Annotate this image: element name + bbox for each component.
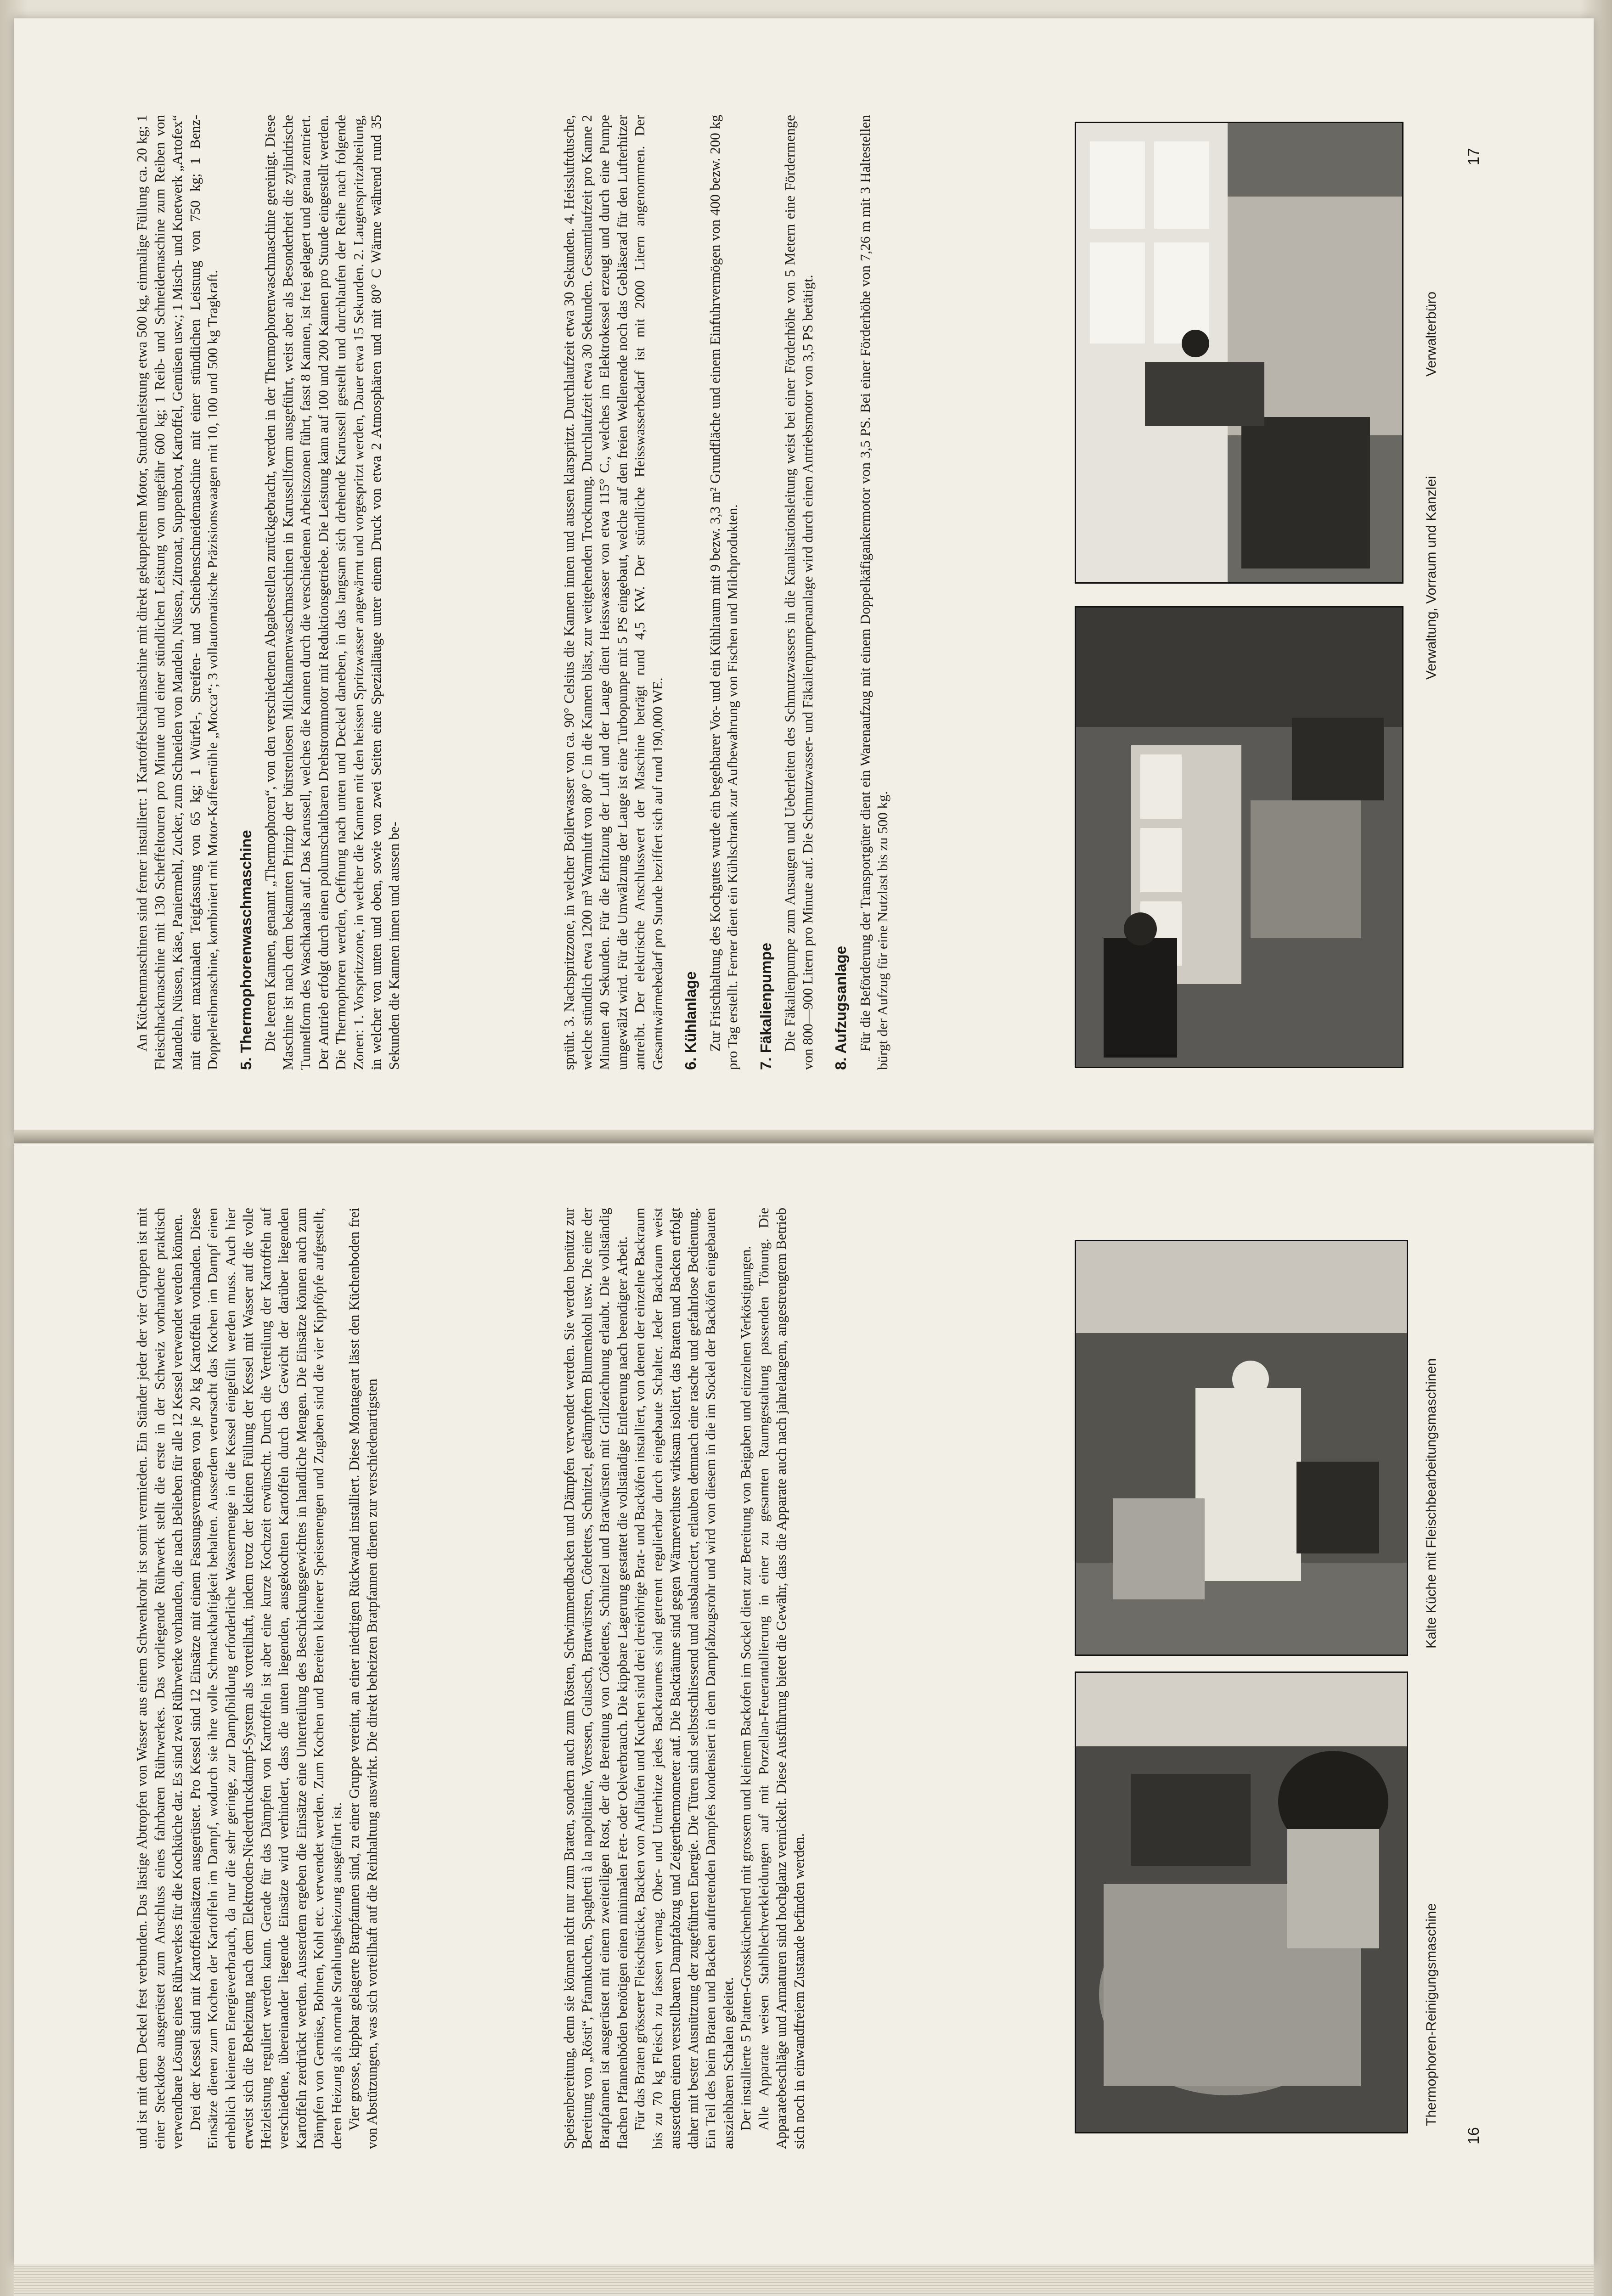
p16-c1-para-2: Drei der Kessel sind mit Kartoffeleinsätzen ausgerüstet. Pro Kessel sind 12 Einsätze mit einem Fassungsvermögen von je 20 kg Kartoffeln vorhanden. Diese Einsätze dienen zum Kochen der Kartoffeln im Dampf, wodurch sie ihre volle Schmackhaftigkeit behalten. Ausserdem verursacht das Kochen im Dampf einen erheblich kleineren Energieverbrauch, da nur die sehr geringe, zur Dampfbildung erforderliche Wassermenge in die Kessel eingefüllt werden muss. Auch hier erweist sich die Beheizung nach dem Elektroden-Niederdruckdampf-System als vorteilhaft, indem trotz der kleinen Füllung der Kessel mit Wasser auf die volle Heizleistung reguliert werden kann. Gerade für das Dämpfen von Kartoffeln ist aber eine kurze Kochzeit erwünscht. Durch die Verteilung der Kartoffeln auf verschiedene, übereinander liegende Einsätze wird verhindert, dass die unten liegenden, ausgekochten Kartoffeln durch das Gewicht der darüber liegenden Kartoffeln zerdrückt werden. Ausserdem ergeben die Einsätze eine Unterteilung des Beschickungsgewichtes in handliche Mengen. Die Einsätze können auch zum Dämpfen von Gemüse, Bohnen, Kohl etc. verwendet werden. Zum Kochen und Bereiten kleinerer Speisemengen und Zugaben sind die vier Kippföpfe aufgestellt, deren Heizung als normale Strahlungsheizung ausgeführt ist.: [186, 1208, 344, 2149]
p17-c2-para-4: Für die Beförderung der Transportgüter dient ein Warenaufzug mit einem Doppelkäfigankermotor von 3,5 PS. Bei einer Förderhöhe von 7,26 m mit 3 Haltestellen bürgt der Aufzug für eine Nutzlast bis zu 500 kg.: [857, 115, 891, 1070]
photo-verwalterbuero: [1075, 122, 1403, 584]
photo-verwaltung: [1075, 606, 1403, 1068]
p17-c2-para-2: Zur Frischhaltung des Kochgutes wurde ein begehbarer Vor- und ein Kühlraum mit 9 bezw. 3,3 m² Grundfläche und einem Einfuhrvermögen von 400 bezw. 200 kg pro Tag erstellt. Ferner dient ein Kühlschrank zur Aufbewahrung von Fischen und Milchprodukten.: [706, 115, 740, 1070]
folio-right: 17: [1465, 148, 1482, 165]
p16-c2-para-4: Alle Apparate weisen Stahlblechverkleidungen auf mit Porzellan-Feuerantallierung in einer zu gesamten Raumgestaltung passenden Tönung. Die Apparatebeschläge und Armaturen sind hochglanz vernickelt. Diese Ausführung bietet die Gewähr, dass die Apparate auch nach jahrelangem, angestrengtem Betrieb sich noch in einwandfreiem Zustande befinden werden.: [755, 1208, 807, 2149]
page16-column-1: [133, 1208, 547, 2149]
photo-kalte-kueche: [1075, 1240, 1408, 1656]
photo-thermophoren-image: [1076, 1673, 1407, 2132]
p17-c2-para-1: sprüht. 3. Nachspritzzone, in welcher Boilerwasser von ca. 90° Celsius die Kannen innen und aussen klarspritzt. Durchlaufzeit etwa 30 Sekunden. 4. Heissluftdusche, welche stündlich etwa 1200 m³ Warmluft von 80° C in die Kannen bläst, zur weitgehenden Trocknung. Durchlaufzeit etwa 30 Sekunden. Gesamtlaufzeit pro Kanne 2 Minuten 40 Sekunden. Für die Erhitzung der Luft und der Lauge dient Heisswasser von etwa 115° C., welches im Elektrokessel erzeugt und durch eine Pumpe umgewälzt wird. Für die Umwälzung der Lauge ist eine Turbopumpe mit 5 PS eingebaut, welche auf den freien Wellenende noch das Gebläserad für den Lufterhitzer antreibt. Der elektrische Anschlusswert der Maschine beträgt rund 4,5 KW. Der stündliche Heisswasserbedarf ist mit 2000 Litern angenommen. Der Gesamtwärmebedarf pro Stunde beziffert sich auf rund 190,000 WE.: [561, 115, 665, 1070]
photo-verwaltung-image: [1076, 608, 1402, 1067]
heading-aufzugsanlage: 8. Aufzugsanlage: [832, 945, 849, 1070]
p16-c2-para-3: Der installierte 5 Platten-Grossküchenherd mit grossem und kleinem Backofen im Sockel dient zur Bereitung von Beigaben und einzelnen Verköstigungen.: [738, 1246, 754, 2131]
folio-left: 16: [1465, 2127, 1482, 2144]
p16-c2-para-1: Speisenbereitung, denn sie können nicht nur zum Braten, sondern auch zum Rösten, Schwimmendbacken und Dämpfen verwendet werden. Sie werden benützt zur Bereitung von „Rösti“, Pfannkuchen, Spaghetti à la napolitaine, Voressen, Gulasch, Bratwürsten, Côtelettes, Schnitzel, gedämpftem Blumenkohl usw. Die eine der Bratpfannen ist ausgerüstet mit einem zweiteiligen Rost, der die Bereitung von Côtelettes, Schnitzel und Bratwürsten mit Grillzeichnung erlaubt. Die vollständig flachen Pfannenböden benötigen einen minimalen Fett- oder Oelverbrauch. Die kippbare Lagerung gestattet die vollständige Entleerung nach beendigter Arbeit.: [561, 1208, 630, 2149]
p16-c1-para-3: Vier grosse, kippbar gelagerte Bratpfannen sind, zu einer Gruppe vereint, an einer niedrigen Rückwand installiert. Diese Montageart lässt den Küchenboden frei von Abstützungen, was sich vorteilhaft auf die Reinhaltung auswirkt. Die direkt beheizten Bratpfannen dienen zur verschiedenartigsten: [346, 1208, 380, 2149]
page-edges: [14, 2264, 1594, 2296]
page17-column-2: [560, 115, 974, 1070]
photo-kalte-kueche-image: [1076, 1241, 1407, 1654]
p17-c2-para-3: Die Fäkalienpumpe zum Ansaugen und Ueberleiten des Schmutzwassers in die Kanalisationsleitung weist bei einer Förderhöhe von 5 Metern eine Fördermenge von 800—900 Litern pro Minute auf. Die Schmutzwasser- und Fäkalienpumpenanlage wird durch einen Antriebsmotor von 3,5 PS betätigt.: [782, 115, 816, 1070]
photo-verwalterbuero-image: [1076, 123, 1402, 582]
caption-kalte-kueche: Kalte Küche mit Fleischbearbeitungsmaschinen: [1424, 1358, 1439, 1649]
caption-verwalterbuero: Verwalterbüro: [1424, 291, 1439, 377]
caption-verwaltung: Verwaltung, Vorraum und Kanzlei: [1424, 476, 1439, 680]
p17-c1-para-2: Die leeren Kannen, genannt „Thermophoren“, von den verschiedenen Abgabestellen zurückgebracht, werden in der Thermophorenwaschmaschine gereinigt. Diese Maschine ist nach dem bekannten Prinzip der bürstenlosen Milchkannenwaschmaschinen in Karussellform ausgeführt, weist aber als Besonderheit die zylindrische Tunnelform des Waschkanals auf. Das Karussell, welches die Kannen durch die verschiedenen Arbeitszonen führt, fasst 8 Kannen, ist frei gelagert und genau zentriert. Der Antrieb erfolgt durch einen polumschaltbaren Drehstrommotor mit Reduktionsgetriebe. Die Leistung kann auf 100 und 200 Kannen pro Stunde eingestellt werden. Die Thermophoren werden, Oeffnung nach unten und Deckel daneben, in das langsam sich drehende Karussell gestellt und durchlaufen der Reihe nach folgende Zonen: 1. Vorspritzzone, in welcher die Kannen mit den heissen Spritzwasser angewärmt und vorgespritzt werden, Dauer etwa 15 Sekunden. 2. Laugenspritzabteilung, in welcher von unten und oben, sowie von zwei Seiten eine Spezialläuge unter einem Druck von etwa 2 Atmosphären und mit 80° C Wärme während rund 35 Sekunden die Kannen innen und aussen be-: [262, 115, 402, 1070]
caption-thermophoren: Thermophoren-Reinigungsmaschine: [1424, 1903, 1439, 2126]
page17-column-1: [133, 115, 547, 1070]
page16-column-2: [560, 1208, 974, 2149]
heading-thermophorenwaschmaschine: 5. Thermophorenwaschmaschine: [237, 830, 254, 1070]
heading-kuehlanlage: 6. Kühlanlage: [682, 971, 699, 1070]
heading-faekalienpumpe: 7. Fäkalienpumpe: [757, 943, 774, 1070]
p16-c2-para-2: Für das Braten grösserer Fleischstücke, Backen von Aufläufen und Kuchen sind drei dreiröhrige Brat- und Backöfen installiert, von denen der einzelne Backraum bis zu 70 kg Fleisch zu fassen vermag. Ober- und Unterhitze jedes Backraumes sind getrennt regulierbar durch eingebaute Schalter. Jeder Backraum weist ausserdem einen verstellbaren Dampfabzug und Zeigerthermometer auf. Die Backräume sind gegen Wärmeverluste wirksam isoliert, das Braten und Backen erfolgt daher mit bester Ausnützung der zugeführten Energie. Die Türen sind selbstschliessend und ausbalanciert, erlauben demnach eine rasche und gefahrlose Bedienung. Ein Teil des beim Braten und Backen auftretenden Dampfes kondensiert in dem Dampfabzugsrohr und wird von diesem in die im Sockel der Backöfen eingebauten ausziehbaren Schalen geleitet.: [631, 1208, 736, 2149]
photo-thermophoren: [1075, 1671, 1408, 2133]
p16-c1-para-1: und ist mit dem Deckel fest verbunden. Das lästige Abtropfen von Wasser aus einem Schwenkrohr ist somit vermieden. Ein Ständer jeder der vier Gruppen ist mit einer Steckdose ausgerüstet zum Anschluss eines fahrbaren Rührwerkes. Das vorliegende Rührwerk stellt die erste in der Schweiz vorhandene praktisch verwendbare Lösung eines Rührwerkes für die Kochküche dar. Es sind zwei Rührwerke vorhanden, die nach Belieben für alle 12 Kessel verwendet werden können.: [134, 1208, 185, 2149]
p17-c1-para-1: An Küchenmaschinen sind ferner installiert: 1 Kartoffelschälmaschine mit direkt gekuppeltem Motor, Stundenleistung etwa 500 kg, einmalige Füllung ca. 20 kg; 1 Fleischhackmaschine mit 130 Scheffeltouren pro Minute und einer stündlichen Leistung von ungefähr 600 kg; 1 Reib- und Schneidemaschine zum Reiben von Mandeln, Nüssen, Käse, Paniermehl, Zucker, zum Schneiden von Mandeln, Nüssen, Zitronat, Suppenbrot, Kartoffel, Gemüsen usw.; 1 Misch- und Knetwerk „Artofex“ mit einer maximalen Teigfassung von 65 kg; 1 Würfel-, Streifen- und Scheibenschneidemaschine mit einer stündlichen Leistung von 750 kg; 1 Benz-Doppelreibmaschine, kombiniert mit Motor-Kaffeemühle „Mocca“; 3 vollautomatische Präzisionswaagen mit 10, 100 und 500 kg Tragkraft.: [134, 115, 220, 1070]
